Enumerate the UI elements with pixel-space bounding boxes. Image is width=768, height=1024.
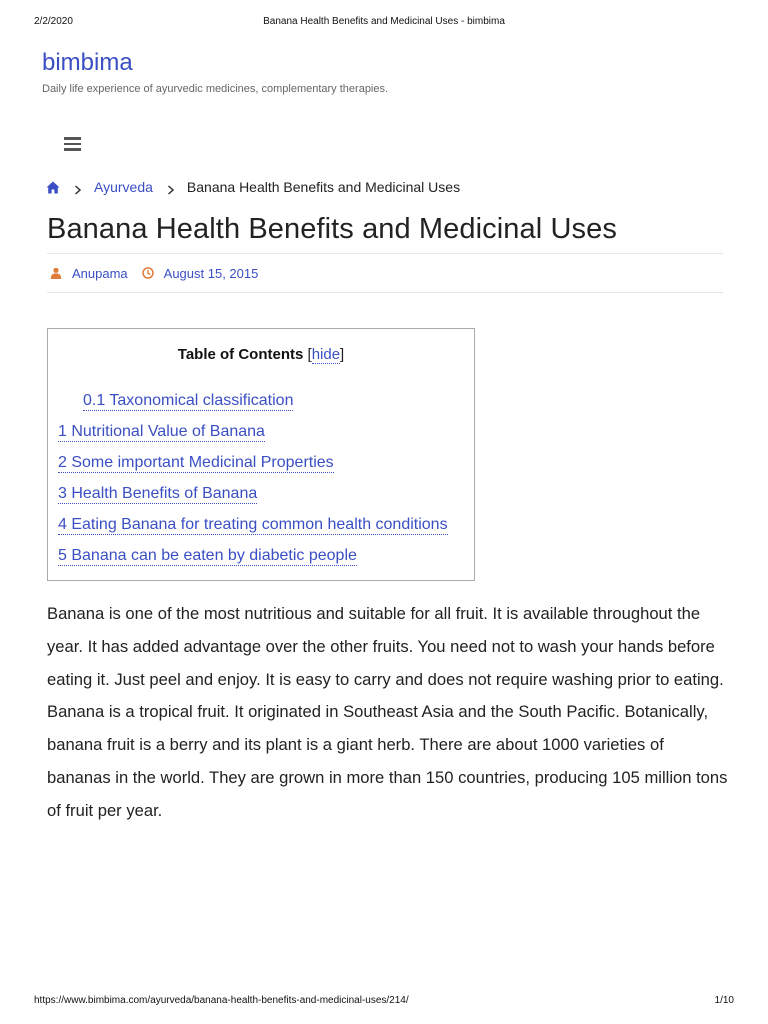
table-of-contents [47, 328, 475, 581]
toc-item-diabetic-people[interactable]: 5 Banana can be eaten by diabetic people [58, 547, 357, 564]
chevron-right-icon [74, 182, 82, 192]
menu-icon[interactable] [64, 137, 82, 151]
site-tagline: Daily life experience of ayurvedic medicines, complementary therapies. [42, 83, 389, 95]
toc-bracket-close: ] [340, 346, 345, 363]
toc-item-medicinal-properties[interactable]: 2 Some important Medicinal Properties [58, 454, 334, 471]
toc-item-health-conditions[interactable]: 4 Eating Banana for treating common health conditions [58, 516, 448, 533]
user-icon [50, 267, 62, 279]
toc-header [48, 346, 474, 363]
toc-bracket-open: [ [307, 346, 312, 363]
breadcrumb-category-link[interactable]: Ayurveda [94, 179, 153, 195]
home-icon[interactable] [46, 181, 60, 194]
toc-item-health-benefits[interactable]: 3 Health Benefits of Banana [58, 485, 258, 502]
print-url: https://www.bimbima.com/ayurveda/banana-health-benefits-and-medicinal-uses/214/ [34, 995, 409, 1006]
intro-paragraph: Banana is one of the most nutritious and suitable for all fruit. It is available throughout the year. It has added advantage over the other fruits. You need not to wash your hands before eating it. Just peel and enjoy. It is easy to carry and does not require washing prior to eating. Banana is a tropical fruit. It originated in Southeast Asia and the South Pacific. Botanically, banana fruit is a berry and its plant is a giant herb. There are about 1000 varieties of bananas in the world. They are grown in more than 150 countries, producing 105 million tons of fruit per year. [47, 604, 728, 820]
post-date-link[interactable]: August 15, 2015 [163, 265, 259, 281]
post-meta [50, 265, 258, 281]
page-number: 1/10 [714, 995, 734, 1006]
toc-item-nutritional-value[interactable]: 1 Nutritional Value of Banana [58, 423, 265, 440]
divider [47, 292, 723, 293]
print-date: 2/2/2020 [34, 16, 73, 27]
divider [47, 253, 723, 254]
print-title: Banana Health Benefits and Medicinal Uses - bimbima [263, 16, 505, 27]
author-link[interactable]: Anupama [72, 265, 128, 281]
toc-title: Table of Contents [177, 346, 304, 363]
print-header [0, 16, 768, 30]
breadcrumb-current: Banana Health Benefits and Medicinal Uses [186, 179, 461, 195]
chevron-right-icon [167, 182, 175, 192]
site-title-link[interactable]: bimbima [42, 49, 133, 76]
breadcrumb [46, 178, 460, 196]
toc-hide-toggle[interactable]: hide [311, 346, 341, 363]
page-title: Banana Health Benefits and Medicinal Uses [47, 213, 617, 245]
print-footer [0, 995, 768, 1009]
toc-item-taxonomical-classification[interactable]: 0.1 Taxonomical classification [83, 392, 294, 409]
clock-icon [142, 267, 154, 279]
